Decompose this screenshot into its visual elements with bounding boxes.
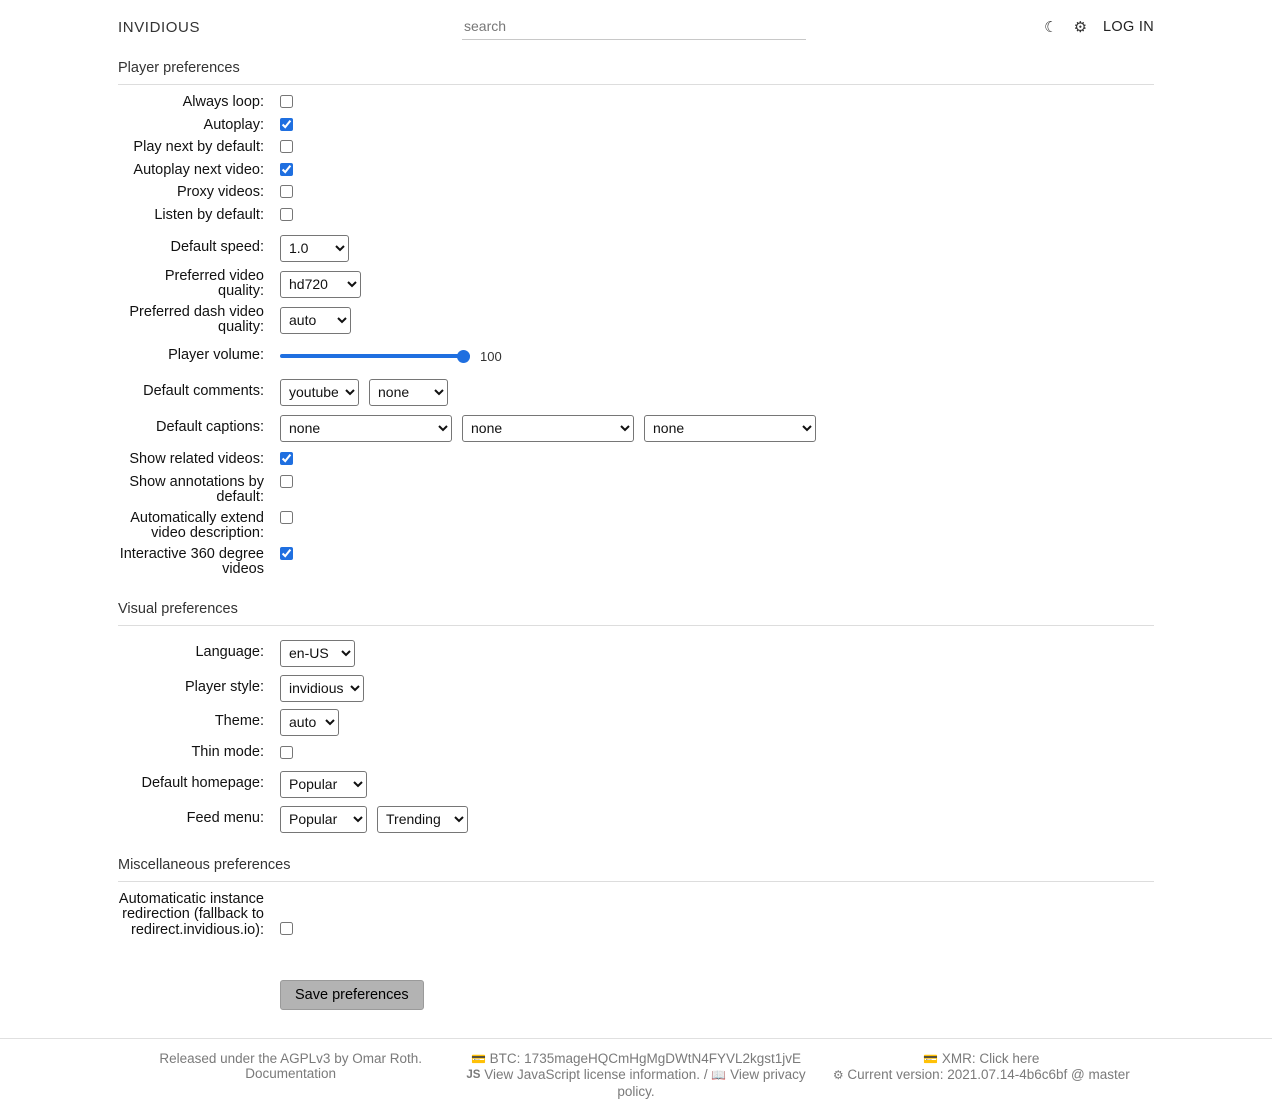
label-default-homepage: Default homepage: <box>118 776 264 792</box>
footer-js-license-link[interactable]: View JavaScript license information. <box>484 1067 700 1082</box>
label-thin-mode: Thin mode: <box>118 745 264 761</box>
pref-row-listen-by-default <box>118 208 1154 231</box>
checkbox-autoplay[interactable] <box>280 118 293 131</box>
select-default-speed[interactable] <box>280 235 349 262</box>
checkbox-show-related-videos[interactable] <box>280 452 293 465</box>
pref-row-default-speed <box>118 230 1154 266</box>
save-row <box>118 980 1154 1010</box>
footer-documentation-link[interactable]: Documentation <box>245 1066 336 1081</box>
footer-version-link[interactable]: Current version: 2021.07.14-4b6c6bf @ master <box>847 1067 1129 1082</box>
pref-row-show-related-videos <box>118 452 1154 475</box>
search-container <box>462 15 806 40</box>
preferences-form <box>0 54 1272 1010</box>
select-default-comments-primary[interactable] <box>280 379 359 406</box>
checkbox-show-annotations[interactable] <box>280 475 293 488</box>
checkbox-always-loop[interactable] <box>280 95 293 108</box>
select-default-captions-2[interactable] <box>462 415 634 442</box>
pref-row-language <box>118 636 1154 671</box>
player-volume-value: 100 <box>480 349 502 364</box>
top-navbar <box>0 0 1272 54</box>
checkbox-listen-by-default[interactable] <box>280 208 293 221</box>
label-default-speed: Default speed: <box>118 240 264 256</box>
select-default-captions-3[interactable] <box>644 415 816 442</box>
label-preferred-video-quality: Preferred video quality: <box>118 269 264 300</box>
checkbox-auto-extend-description[interactable] <box>280 511 293 524</box>
footer-left <box>118 1051 463 1099</box>
footer-js-line <box>463 1067 808 1099</box>
credit-card-icon: 💳 <box>923 1052 938 1066</box>
section-header-misc: Miscellaneous preferences <box>118 851 1154 882</box>
pref-row-default-comments <box>118 374 1154 410</box>
page-footer <box>0 1038 1272 1099</box>
footer-right <box>809 1051 1154 1099</box>
label-autoplay-next-video: Autoplay next video: <box>118 163 264 179</box>
pref-row-player-style <box>118 671 1154 706</box>
pref-row-preferred-video-quality <box>118 266 1154 302</box>
footer-xmr-link[interactable]: XMR: Click here <box>942 1051 1040 1066</box>
login-link[interactable]: LOG IN <box>1103 19 1154 35</box>
label-default-comments: Default comments: <box>118 384 264 400</box>
label-theme: Theme: <box>118 714 264 730</box>
book-icon: 📖 <box>711 1068 726 1082</box>
label-language: Language: <box>118 645 264 661</box>
select-preferred-video-quality[interactable] <box>280 271 361 298</box>
gear-icon[interactable]: ⚙ <box>1074 20 1087 35</box>
slider-player-volume[interactable] <box>280 349 470 363</box>
label-play-next-by-default: Play next by default: <box>118 140 264 156</box>
pref-row-proxy-videos <box>118 185 1154 208</box>
checkbox-autoplay-next-video[interactable] <box>280 163 293 176</box>
checkbox-thin-mode[interactable] <box>280 746 293 759</box>
label-proxy-videos: Proxy videos: <box>118 185 264 201</box>
label-player-volume: Player volume: <box>118 348 264 364</box>
select-theme[interactable] <box>280 709 339 736</box>
pref-row-feed-menu <box>118 802 1154 837</box>
pref-row-default-captions <box>118 410 1154 446</box>
select-preferred-dash-video-quality[interactable] <box>280 307 351 334</box>
footer-btc-text[interactable]: BTC: 1735mageHQCmHgMgDWtN4FYVL2kgst1jvE <box>490 1051 801 1066</box>
footer-btc-line <box>463 1051 808 1068</box>
moon-icon[interactable]: ☾ <box>1044 20 1057 35</box>
monero-btc-icon: 💳 <box>471 1052 486 1066</box>
checkbox-auto-instance-redirect[interactable] <box>280 922 293 935</box>
footer-version-line <box>809 1067 1154 1084</box>
label-interactive-360: Interactive 360 degree videos <box>118 547 264 578</box>
pref-row-autoplay <box>118 118 1154 141</box>
js-badge-icon: JS <box>466 1069 480 1081</box>
select-language[interactable] <box>280 640 355 667</box>
select-player-style[interactable] <box>280 675 364 702</box>
label-listen-by-default: Listen by default: <box>118 208 264 224</box>
pref-row-always-loop <box>118 95 1154 118</box>
pref-row-auto-extend-description <box>118 511 1154 547</box>
select-feed-menu-1[interactable] <box>280 806 367 833</box>
checkbox-interactive-360[interactable] <box>280 547 293 560</box>
pref-row-auto-instance-redirect <box>118 892 1154 954</box>
section-header-player: Player preferences <box>118 54 1154 85</box>
save-preferences-button[interactable]: Save preferences <box>280 980 424 1010</box>
select-default-captions-1[interactable] <box>280 415 452 442</box>
label-always-loop: Always loop: <box>118 95 264 111</box>
footer-license-text: Released under the AGPLv3 by Omar Roth. <box>118 1051 463 1067</box>
select-default-comments-secondary[interactable] <box>369 379 448 406</box>
select-default-homepage[interactable] <box>280 771 367 798</box>
search-input[interactable] <box>462 15 806 40</box>
pref-row-default-homepage <box>118 767 1154 802</box>
pref-row-play-next-by-default <box>118 140 1154 163</box>
select-feed-menu-2[interactable] <box>377 806 468 833</box>
pref-row-theme <box>118 706 1154 739</box>
footer-separator: / <box>704 1067 708 1082</box>
checkbox-play-next-by-default[interactable] <box>280 140 293 153</box>
label-preferred-dash-video-quality: Preferred dash video quality: <box>118 305 264 336</box>
pref-row-interactive-360 <box>118 547 1154 583</box>
section-header-visual: Visual preferences <box>118 595 1154 626</box>
site-logo[interactable]: INVIDIOUS <box>118 19 462 36</box>
navbar-actions <box>1044 19 1154 35</box>
label-show-related-videos: Show related videos: <box>118 452 264 468</box>
label-auto-extend-description: Automatically extend video description: <box>118 511 264 542</box>
footer-center <box>463 1051 808 1099</box>
label-player-style: Player style: <box>118 680 264 696</box>
pref-row-player-volume <box>118 338 1154 374</box>
footer-privacy-link[interactable]: View privacy policy. <box>617 1067 805 1099</box>
label-auto-instance-redirect: Automaticatic instance redirection (fallback to redirect.invidious.io): <box>118 892 264 939</box>
github-icon: ⚙ <box>833 1068 844 1082</box>
label-default-captions: Default captions: <box>118 420 264 436</box>
pref-row-autoplay-next-video <box>118 163 1154 186</box>
label-feed-menu: Feed menu: <box>118 811 264 827</box>
checkbox-proxy-videos[interactable] <box>280 185 293 198</box>
pref-row-preferred-dash-video-quality <box>118 302 1154 338</box>
pref-row-show-annotations <box>118 475 1154 511</box>
label-autoplay: Autoplay: <box>118 118 264 134</box>
pref-row-thin-mode <box>118 739 1154 767</box>
label-show-annotations: Show annotations by default: <box>118 475 264 506</box>
footer-xmr-line <box>809 1051 1154 1068</box>
